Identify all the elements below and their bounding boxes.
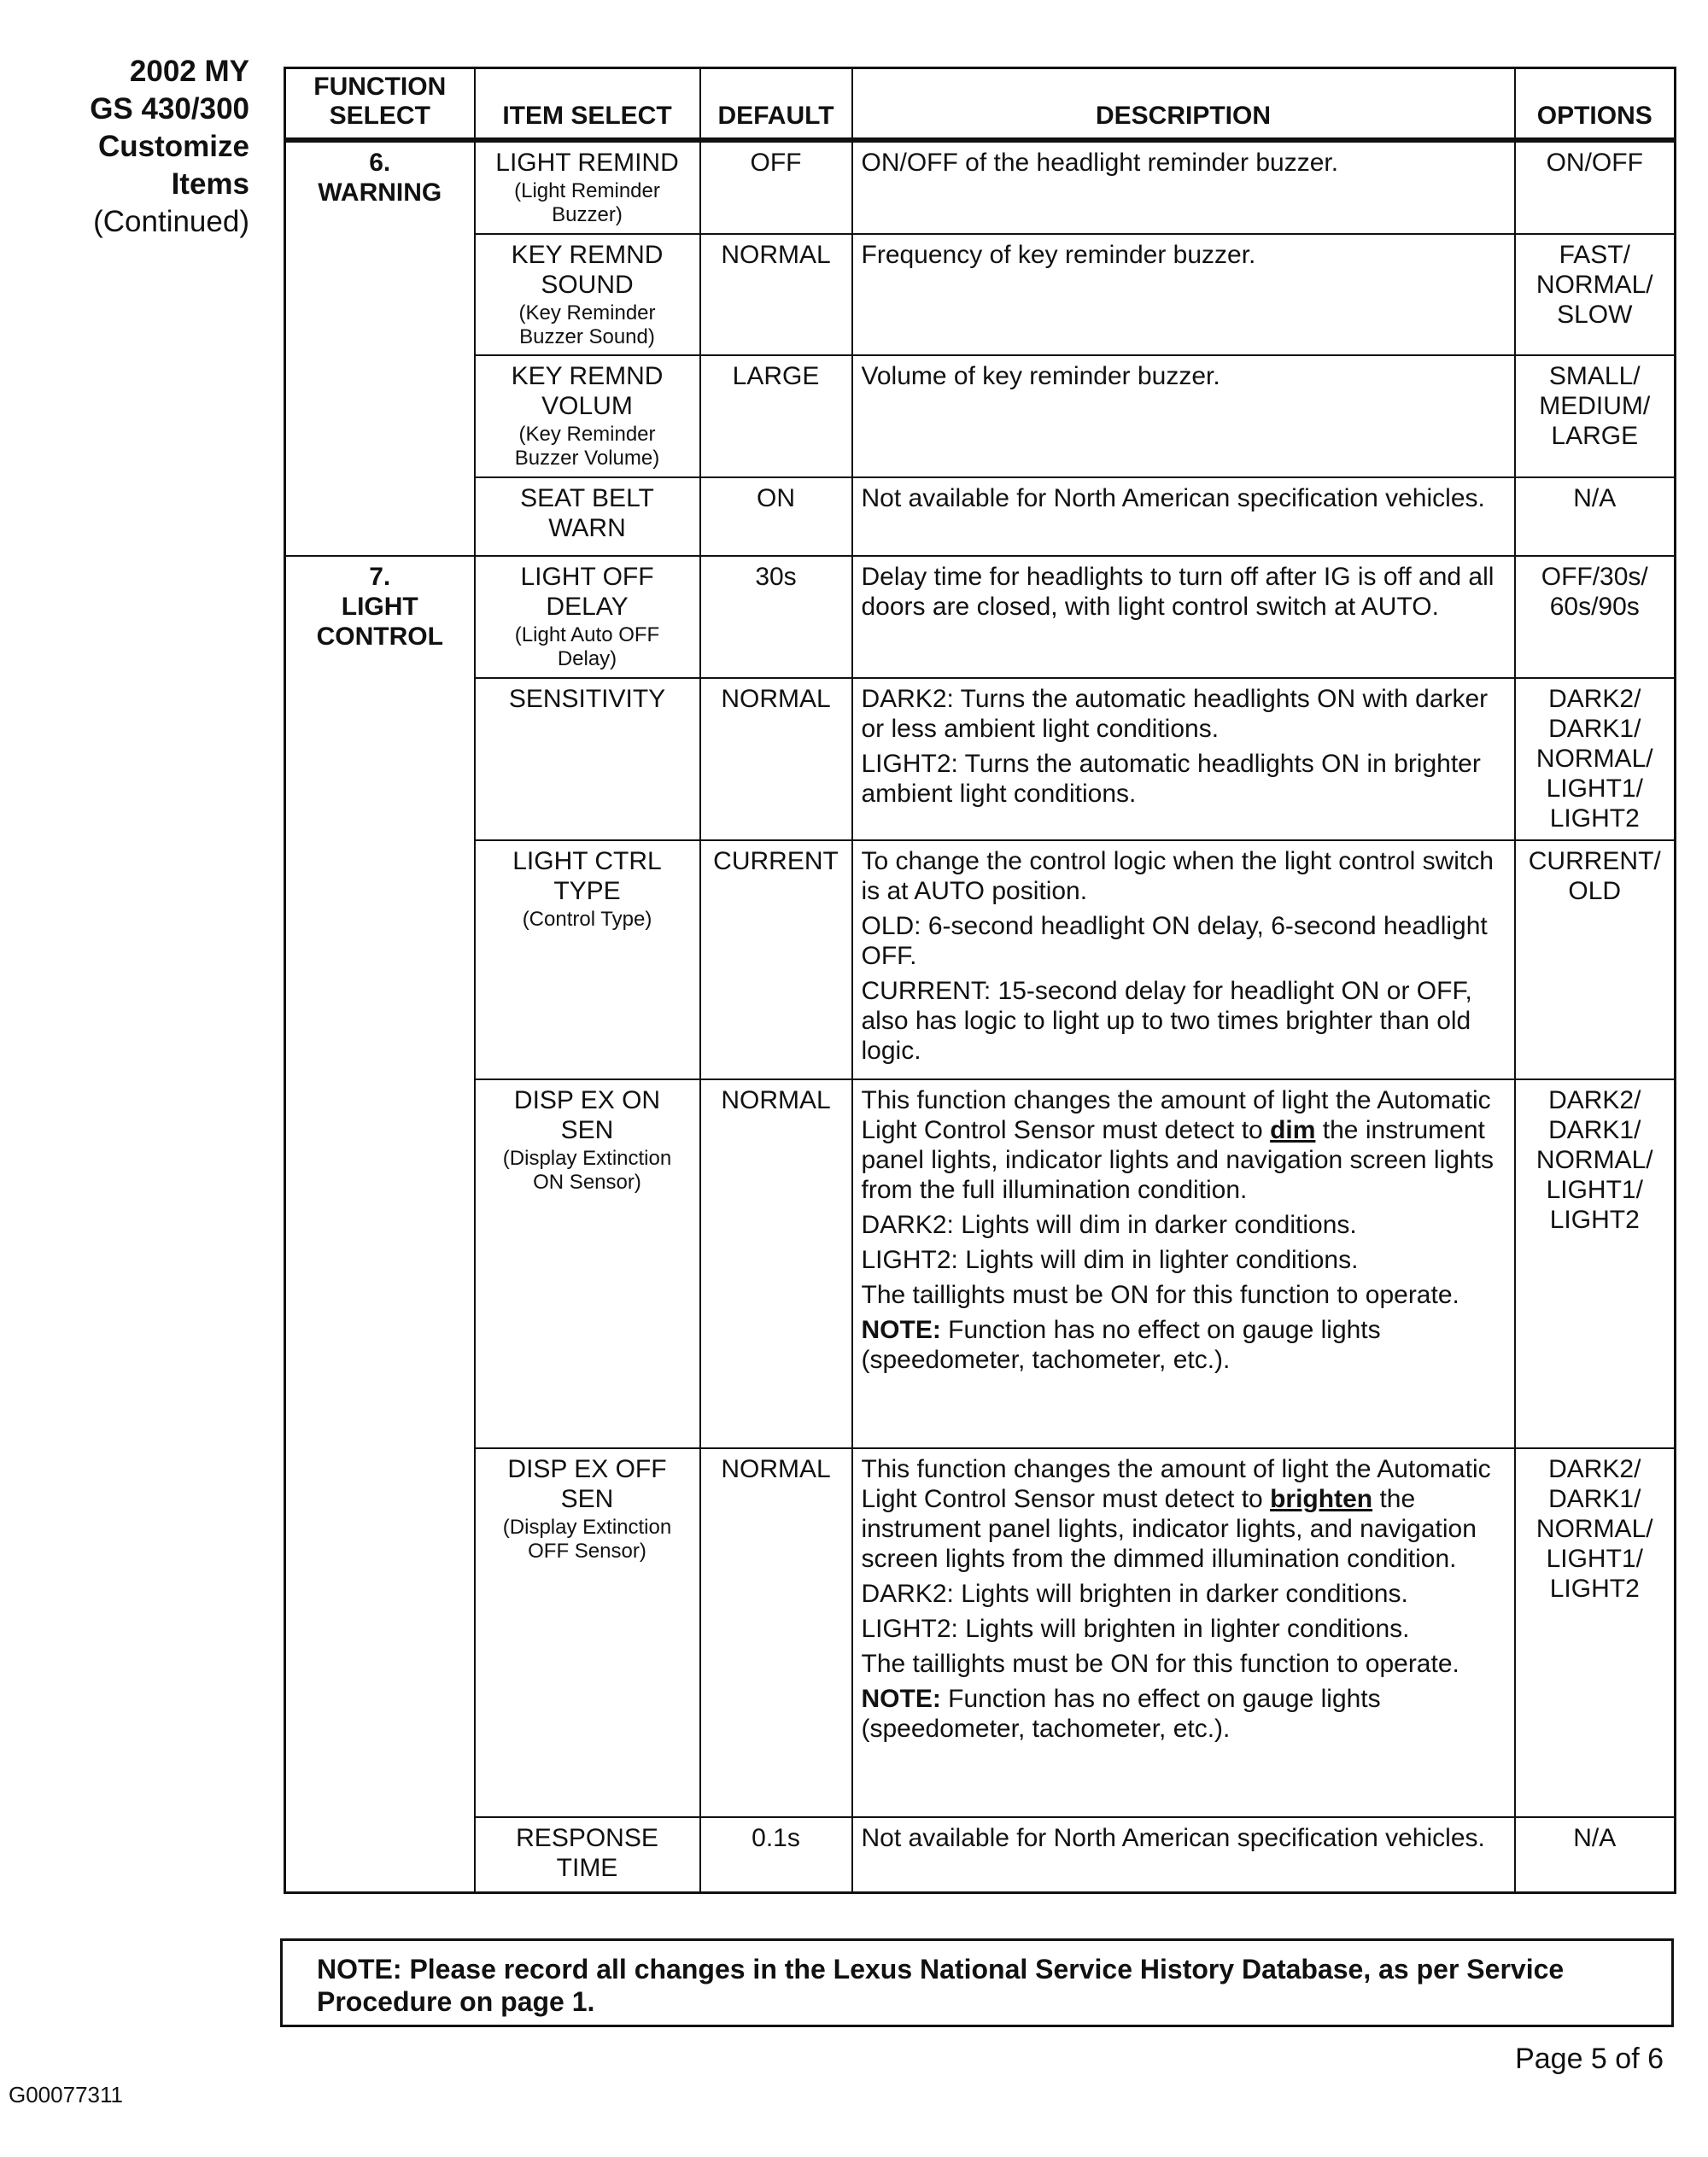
description-cell: This function changes the amount of light the Automatic Light Control Sensor must detect to dim the instrument panel lights, indicator lights and navigation screen lights from the full illumination condition. DARK2: Lights will dim in darker conditions. LIGHT2: Lights will dim in lighter conditions. The taillights must be ON for this function to operate. NOTE: Function has no effect on gauge lights (speedometer, tachometer, etc.).	[852, 1079, 1515, 1448]
description-cell: This function changes the amount of light the Automatic Light Control Sensor must detect to brighten the instrument panel lights, indicator lights, and navigation screen lights from the dimmed illumination condition. DARK2: Lights will brighten in darker conditions. LIGHT2: Lights will brighten in lighter conditions. The taillights must be ON for this function to operate. NOTE: Function has no effect on gauge lights (speedometer, tachometer, etc.).	[852, 1448, 1515, 1817]
default-cell: 30s	[700, 556, 852, 678]
col-default: DEFAULT	[700, 68, 852, 141]
description-cell: ON/OFF of the headlight reminder buzzer.	[852, 140, 1515, 234]
title-items: Items	[171, 167, 249, 201]
default-cell: NORMAL	[700, 1079, 852, 1448]
description-cell: Not available for North American specification vehicles.	[852, 477, 1515, 556]
table-header-row	[285, 68, 1676, 141]
col-description: DESCRIPTION	[852, 68, 1515, 141]
item-cell: LIGHT CTRL TYPE (Control Type)	[475, 840, 700, 1078]
table-row	[285, 840, 1676, 1078]
description-cell: Not available for North American specification vehicles.	[852, 1817, 1515, 1893]
document-title	[34, 53, 249, 241]
default-cell: NORMAL	[700, 234, 852, 356]
options-cell: CURRENT/ OLD	[1515, 840, 1676, 1078]
description-cell: Volume of key reminder buzzer.	[852, 355, 1515, 477]
description-cell: To change the control logic when the light control switch is at AUTO position. OLD: 6-second headlight ON delay, 6-second headlight OFF. CURRENT: 15-second delay for headlight ON or OFF, also has logic to light up to two times brighter than old logic.	[852, 840, 1515, 1078]
table-row	[285, 678, 1676, 840]
default-cell: OFF	[700, 140, 852, 234]
default-cell: LARGE	[700, 355, 852, 477]
options-cell: ON/OFF	[1515, 140, 1676, 234]
table-row	[285, 1817, 1676, 1893]
table-row	[285, 1079, 1676, 1448]
title-model: GS 430/300	[90, 92, 249, 126]
description-cell: Frequency of key reminder buzzer.	[852, 234, 1515, 356]
table-row	[285, 355, 1676, 477]
function-group-warning: 6. WARNING	[285, 140, 475, 556]
options-cell: DARK2/ DARK1/ NORMAL/ LIGHT1/ LIGHT2	[1515, 1079, 1676, 1448]
title-model-year: 2002 MY	[129, 55, 249, 88]
item-cell: SEAT BELT WARN	[475, 477, 700, 556]
service-history-note: NOTE: Please record all changes in the Lexus National Service History Database, as per Service Procedure on page 1.	[280, 1938, 1674, 2027]
options-cell: N/A	[1515, 1817, 1676, 1893]
options-cell: FAST/ NORMAL/ SLOW	[1515, 234, 1676, 356]
item-cell: KEY REMND SOUND (Key Reminder Buzzer Sound)	[475, 234, 700, 356]
col-options: OPTIONS	[1515, 68, 1676, 141]
item-cell: DISP EX OFF SEN (Display Extinction OFF Sensor)	[475, 1448, 700, 1817]
options-cell: DARK2/ DARK1/ NORMAL/ LIGHT1/ LIGHT2	[1515, 678, 1676, 840]
function-group-light-control: 7. LIGHT CONTROL	[285, 556, 475, 1892]
default-cell: ON	[700, 477, 852, 556]
default-cell: NORMAL	[700, 678, 852, 840]
table-row	[285, 556, 1676, 678]
description-cell: DARK2: Turns the automatic headlights ON with darker or less ambient light conditions. LIGHT2: Turns the automatic headlights ON in brighter ambient light conditions.	[852, 678, 1515, 840]
item-cell: LIGHT REMIND (Light Reminder Buzzer)	[475, 140, 700, 234]
page-number: Page 5 of 6	[1515, 2043, 1664, 2075]
table-row	[285, 1448, 1676, 1817]
item-cell: LIGHT OFF DELAY (Light Auto OFF Delay)	[475, 556, 700, 678]
options-cell: SMALL/ MEDIUM/ LARGE	[1515, 355, 1676, 477]
default-cell: 0.1s	[700, 1817, 852, 1893]
options-cell: N/A	[1515, 477, 1676, 556]
description-cell: Delay time for headlights to turn off after IG is off and all doors are closed, with light control switch at AUTO.	[852, 556, 1515, 678]
table-row	[285, 477, 1676, 556]
col-item-select: ITEM SELECT	[475, 68, 700, 141]
title-customize: Customize	[98, 130, 249, 163]
default-cell: NORMAL	[700, 1448, 852, 1817]
table-row	[285, 234, 1676, 356]
table-row	[285, 140, 1676, 234]
item-cell: RESPONSE TIME	[475, 1817, 700, 1893]
title-continued: (Continued)	[93, 205, 249, 238]
item-cell: DISP EX ON SEN (Display Extinction ON Sensor)	[475, 1079, 700, 1448]
item-cell: SENSITIVITY	[475, 678, 700, 840]
customize-table	[284, 67, 1676, 1894]
col-function-select: FUNCTION SELECT	[285, 68, 475, 141]
document-code: G00077311	[9, 2082, 123, 2107]
options-cell: DARK2/ DARK1/ NORMAL/ LIGHT1/ LIGHT2	[1515, 1448, 1676, 1817]
item-cell: KEY REMND VOLUM (Key Reminder Buzzer Volume)	[475, 355, 700, 477]
options-cell: OFF/30s/ 60s/90s	[1515, 556, 1676, 678]
default-cell: CURRENT	[700, 840, 852, 1078]
